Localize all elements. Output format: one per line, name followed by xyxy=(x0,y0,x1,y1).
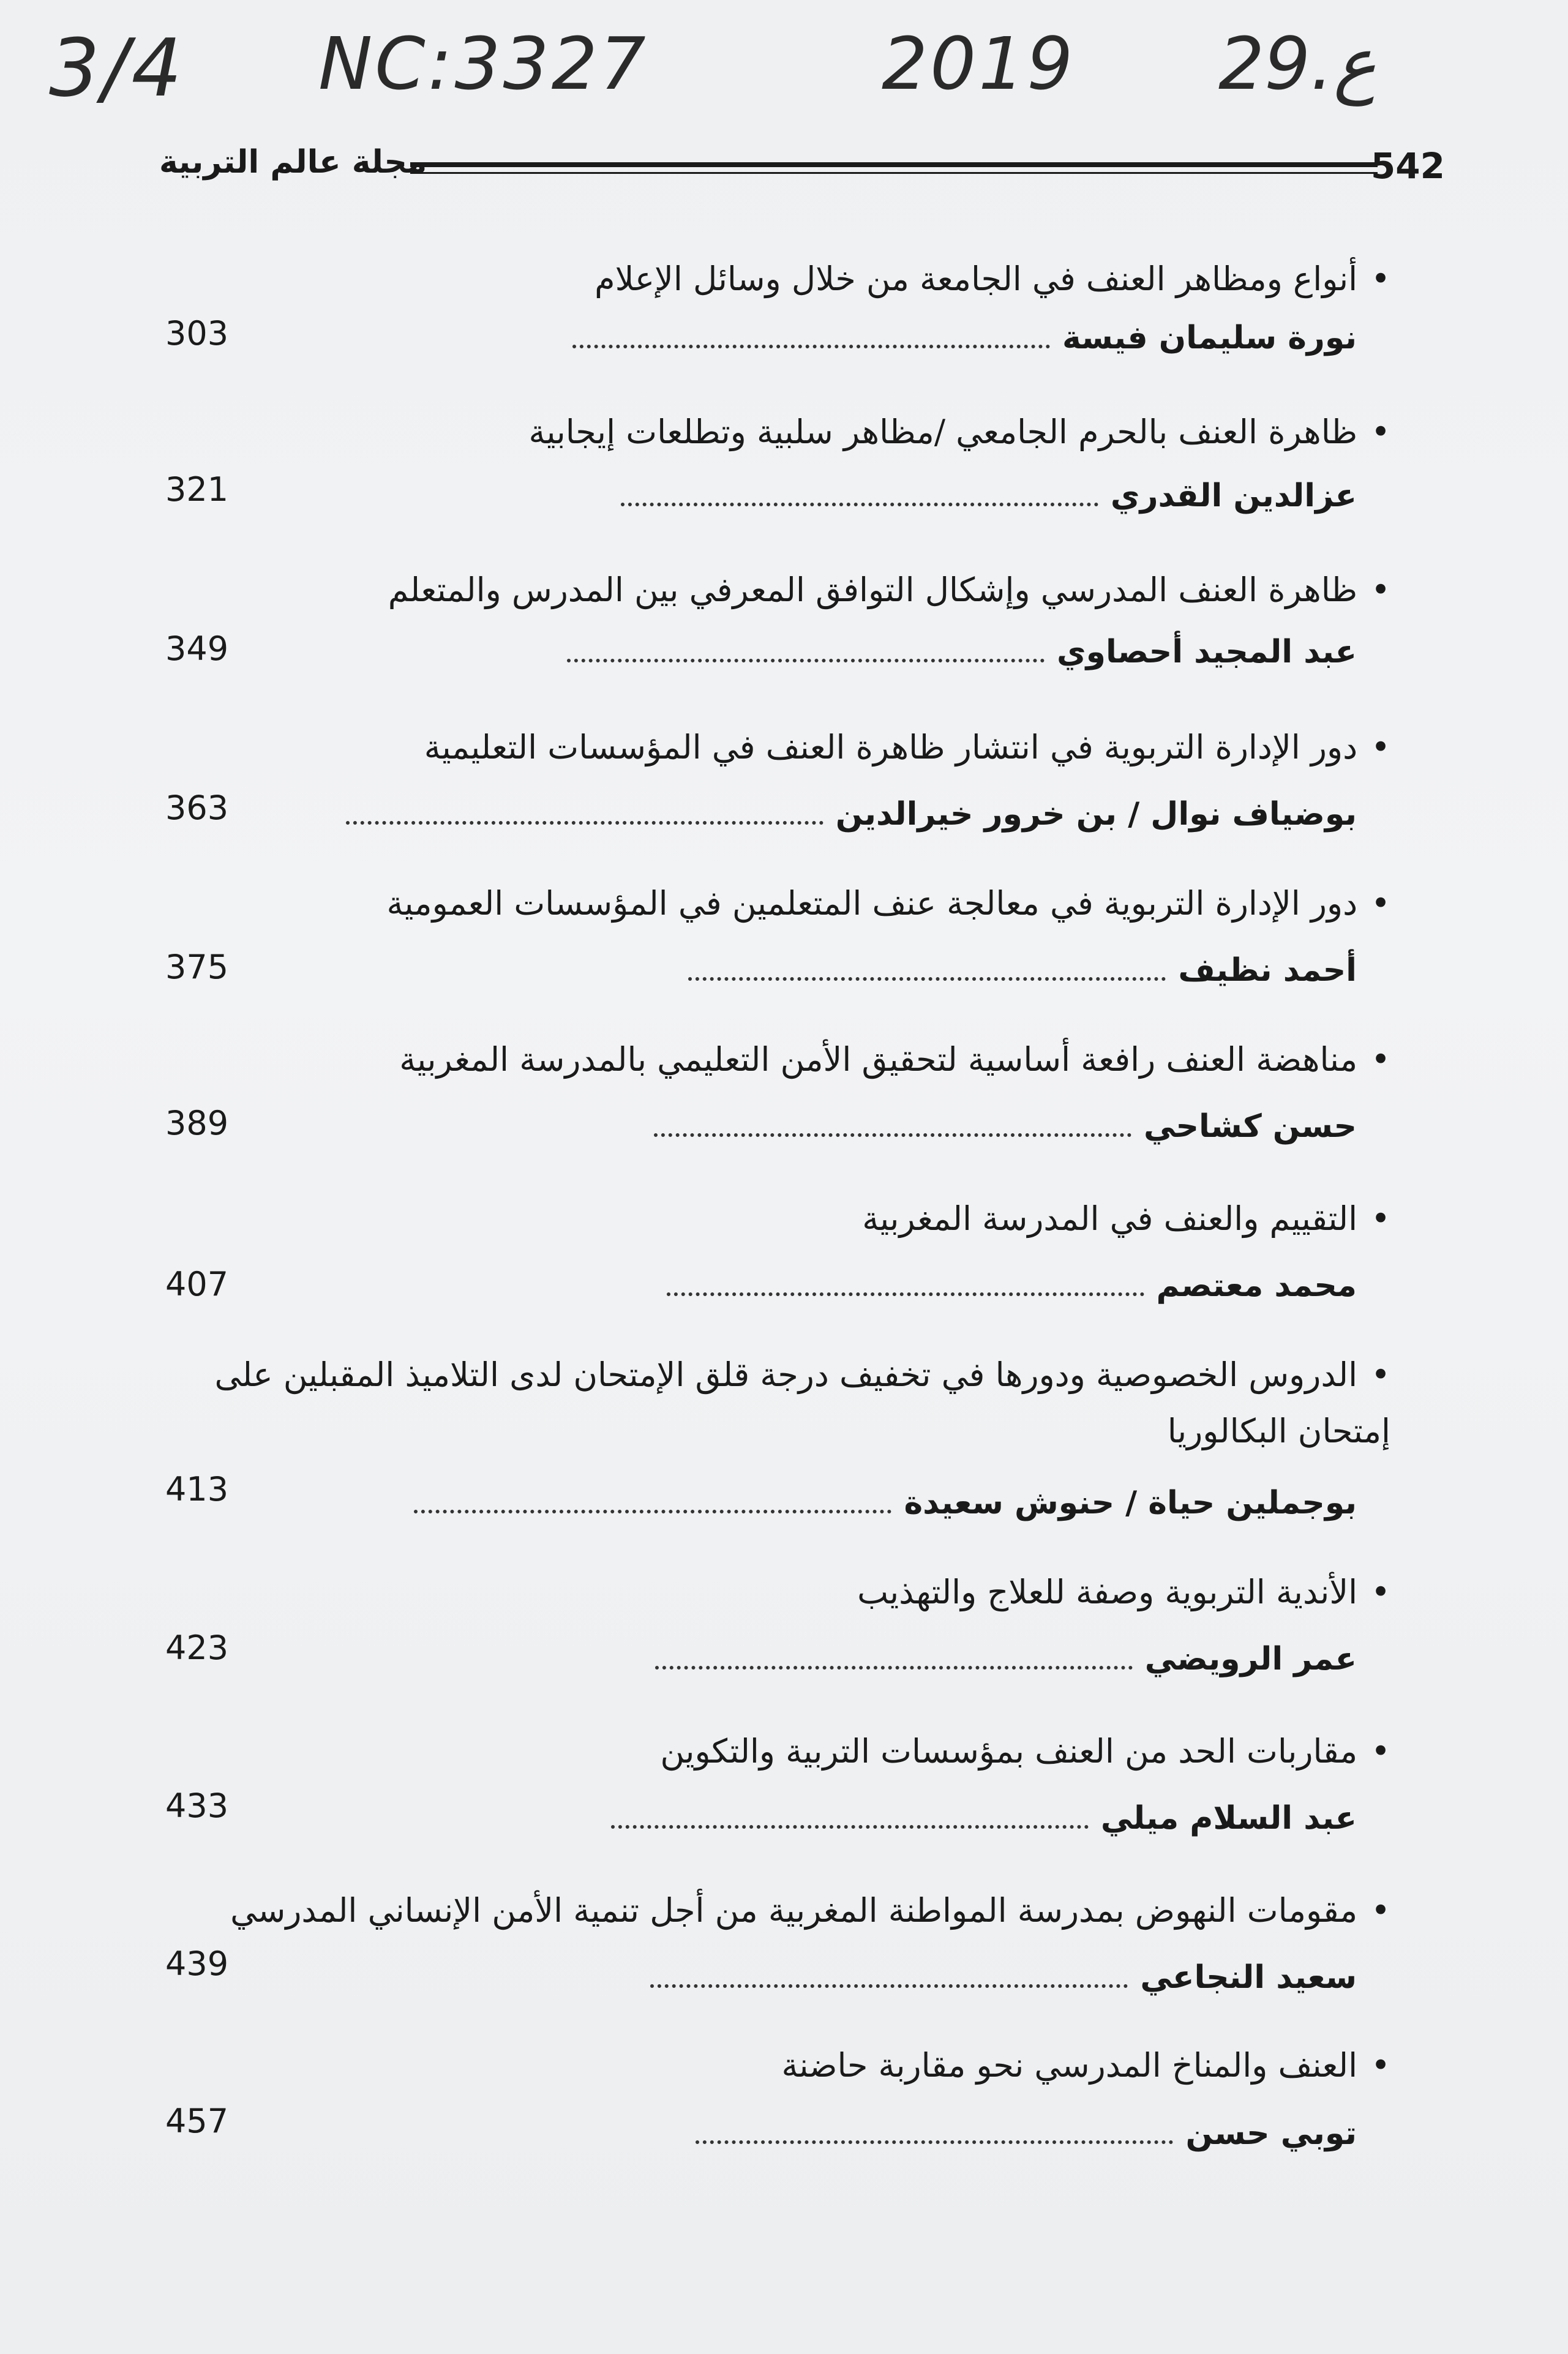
bullet-icon: • xyxy=(1371,1732,1390,1771)
toc-entry-title: •الدروس الخصوصية ودورها في تخفيف درجة قلق الإمتحان لدى التلاميذ المقبلين على إمتحان البكالوريا xyxy=(214,1355,1390,1450)
toc-entry-title: •ظاهرة العنف المدرسي وإشكال التوافق المعرفي بين المدرس والمتعلم xyxy=(388,571,1390,609)
toc-entry-author: سعيد النجاعي xyxy=(224,1953,1357,2002)
toc-entry-page: 413 xyxy=(165,1470,229,1509)
toc-entry-author: عبد السلام ميلي xyxy=(224,1794,1357,1843)
toc-entry-title: •ظاهرة العنف بالحرم الجامعي /مظاهر سلبية وتطلعات إيجابية xyxy=(528,413,1390,451)
bullet-icon: • xyxy=(1371,728,1390,767)
leader-dots xyxy=(688,977,1166,981)
toc-entry-title: •مقومات النهوض بمدرسة المواطنة المغربية من أجل تنمية الأمن الإنساني المدرسي xyxy=(230,1891,1390,1930)
journal-title: مجلة عالم التربية xyxy=(159,144,427,181)
bullet-icon: • xyxy=(1371,1199,1390,1238)
toc-entry-title: •دور الإدارة التربوية في معالجة عنف المتعلمين في المؤسسات العمومية xyxy=(386,884,1390,923)
toc-entry-page: 439 xyxy=(165,1944,229,1983)
leader-dots xyxy=(567,659,1045,662)
toc-entry-title: •دور الإدارة التربوية في انتشار ظاهرة العنف في المؤسسات التعليمية xyxy=(424,728,1390,767)
toc-entry-page: 375 xyxy=(165,948,229,986)
bullet-icon: • xyxy=(1371,413,1390,451)
toc-entry-title: •أنواع ومظاهر العنف في الجامعة من خلال وسائل الإعلام xyxy=(595,260,1390,298)
leader-dots xyxy=(654,1133,1131,1137)
leader-dots xyxy=(667,1292,1144,1296)
bullet-icon: • xyxy=(1371,2046,1390,2085)
toc-entry-page: 349 xyxy=(165,629,229,668)
toc-entry-page: 389 xyxy=(165,1104,229,1142)
toc-entry-author: توبي حسن xyxy=(224,2109,1357,2158)
toc-entry-author: بوجملين حياة / حنوش سعيدة xyxy=(224,1479,1357,1527)
leader-dots xyxy=(650,1984,1128,1988)
toc-entry-author: نورة سليمان فيسة xyxy=(224,313,1357,362)
bullet-icon: • xyxy=(1371,260,1390,298)
leader-dots xyxy=(414,1510,891,1513)
handwritten-year: 2019 xyxy=(882,21,1076,106)
page-number: 542 xyxy=(1370,145,1445,187)
toc-entry-page: 433 xyxy=(165,1786,229,1825)
toc-entry-title: •الأندية التربوية وصفة للعلاج والتهذيب xyxy=(857,1573,1390,1611)
toc-entry-page: 423 xyxy=(165,1629,229,1667)
leader-dots xyxy=(611,1825,1089,1829)
toc-entry-page: 407 xyxy=(165,1265,229,1303)
bullet-icon: • xyxy=(1371,1040,1390,1079)
toc-entry-author: أحمد نظيف xyxy=(224,946,1357,995)
leader-dots xyxy=(621,503,1098,506)
bullet-icon: • xyxy=(1371,1355,1390,1394)
toc-entry-title: •مقاربات الحد من العنف بمؤسسات التربية والتكوين xyxy=(660,1732,1390,1771)
bullet-icon: • xyxy=(1371,1891,1390,1930)
toc-entry-author: محمد معتصم xyxy=(224,1261,1357,1310)
leader-dots xyxy=(346,821,823,825)
bullet-icon: • xyxy=(1371,571,1390,609)
leader-dots xyxy=(655,1666,1133,1670)
toc-entry-page: 303 xyxy=(165,314,229,353)
leader-dots xyxy=(572,345,1050,348)
toc-entry-author: بوضياف نوال / بن خرور خيرالدين xyxy=(224,790,1357,839)
bullet-icon: • xyxy=(1371,1573,1390,1611)
bullet-icon: • xyxy=(1371,884,1390,923)
toc-entry-title: •التقييم والعنف في المدرسة المغربية xyxy=(862,1199,1390,1238)
toc-entry-title: •مناهضة العنف رافعة أساسية لتحقيق الأمن التعليمي بالمدرسة المغربية xyxy=(399,1040,1390,1079)
leader-dots xyxy=(696,2140,1173,2144)
toc-entry-author: حسن كشاحي xyxy=(224,1102,1357,1151)
toc-entry-author: عزالدين القدري xyxy=(224,471,1357,520)
toc-entry-author: عبد المجيد أحصاوي xyxy=(224,628,1357,677)
toc-entry-page: 457 xyxy=(165,2102,229,2140)
toc-entry-page: 363 xyxy=(165,789,229,827)
toc-entry-author: عمر الرويضي xyxy=(224,1635,1357,1684)
toc-entry-page: 321 xyxy=(165,470,229,509)
toc-entry-title: •العنف والمناخ المدرسي نحو مقاربة حاضنة xyxy=(781,2046,1390,2085)
handwritten-volume: 3/4 xyxy=(49,21,185,114)
handwritten-issue: 29.ع xyxy=(1218,21,1377,106)
handwritten-code: NC:3327 xyxy=(318,21,648,106)
